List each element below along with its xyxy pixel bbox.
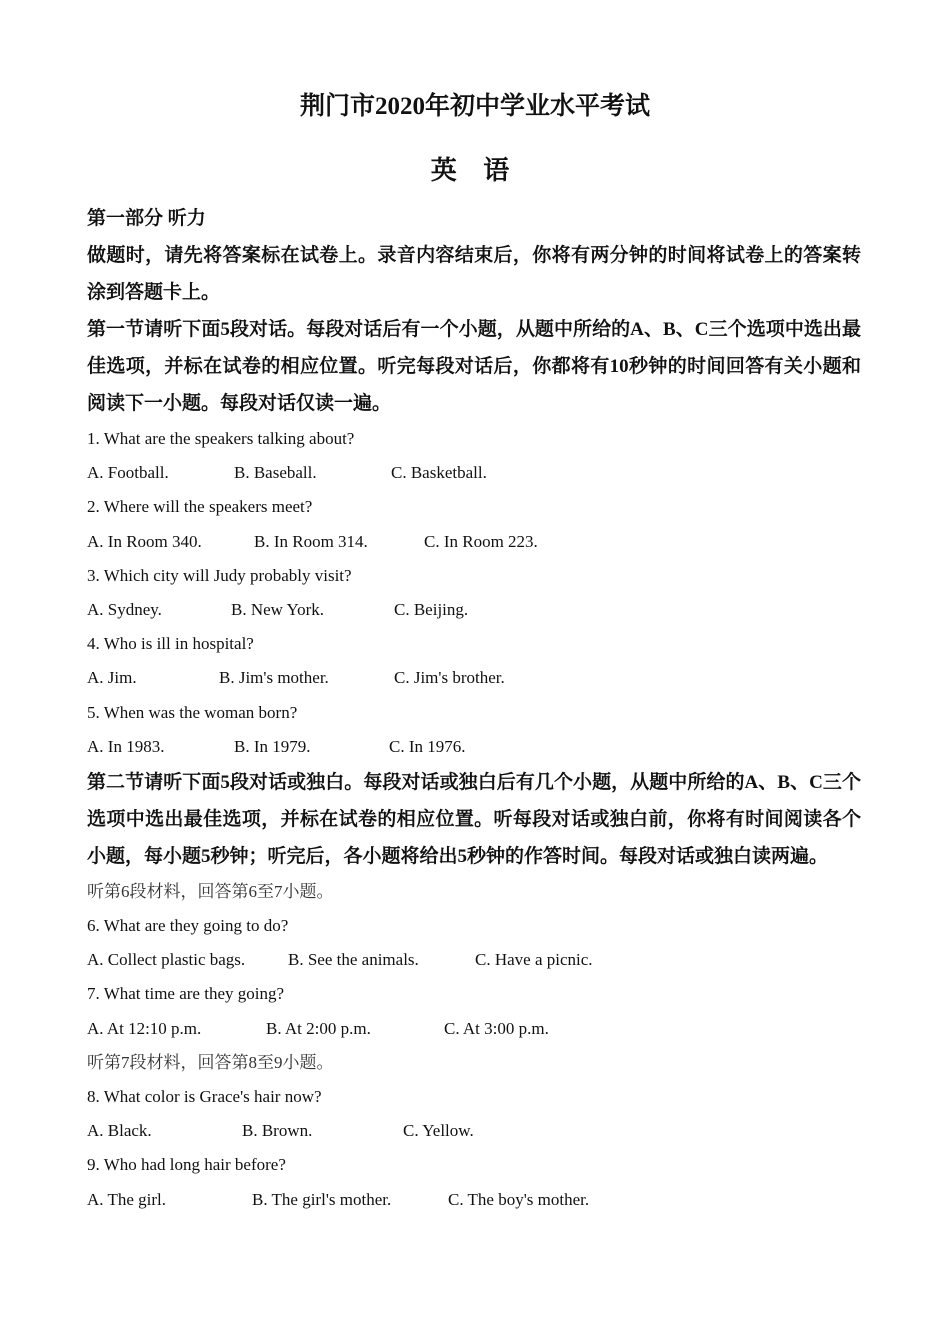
- option-a: A. Sydney.: [87, 599, 162, 619]
- option-a: A. In Room 340.: [87, 531, 202, 551]
- option-b: B. New York.: [231, 599, 325, 619]
- option-b: B. At 2:00 p.m.: [266, 1018, 371, 1038]
- option-a: A. Collect plastic bags.: [87, 950, 246, 970]
- question: 1. What are the speakers talking about?: [87, 429, 355, 448]
- option-b: B. In 1979.: [234, 736, 311, 756]
- section2-instructions: 第二节请听下面5段对话或独白。每段对话或独白后有几个小题，从题中所给的A、B、C三个选项中选出最佳选项，并标在试卷的相应位置。听每段对话或独白前，你将有时间阅读各个小题，每小题5秒钟；听完后，各小题将给出5秒钟的作答时间。每段对话或独白读两遍。: [87, 771, 861, 867]
- option-b: B. The girl's mother.: [252, 1189, 392, 1209]
- options: [87, 1183, 861, 1217]
- subject-title: 英 语: [430, 156, 520, 185]
- exam-content: [87, 201, 861, 1217]
- option-c: C. Basketball.: [391, 463, 487, 483]
- question: 3. Which city will Judy probably visit?: [87, 565, 352, 585]
- option-c: C. Beijing.: [394, 599, 469, 619]
- part-heading: 第一部分 听力: [87, 208, 206, 229]
- question: 8. What color is Grace's hair now?: [87, 1087, 322, 1107]
- question: 2. Where will the speakers meet?: [87, 497, 313, 517]
- options: [87, 730, 861, 764]
- option-b: B. Brown.: [242, 1121, 313, 1141]
- exam-title: 荆门市2020年初中学业水平考试: [299, 93, 650, 120]
- material-note: 听第7段材料，回答第8至9小题。: [87, 1052, 334, 1072]
- question: 5. When was the woman born?: [87, 702, 298, 722]
- option-a: A. Black.: [87, 1121, 152, 1141]
- section1-instructions: 第一节请听下面5段对话。每段对话后有一个小题，从题中所给的A、B、C三个选项中选出最佳选项，并标在试卷的相应位置。听完每段对话后，你都将有10秒钟的时间回答有关小题和阅读下一小题。每段对话仅读一遍。: [87, 319, 861, 414]
- option-a: A. The girl.: [87, 1189, 167, 1209]
- question: 4. Who is ill in hospital?: [87, 634, 254, 654]
- options: [87, 593, 861, 627]
- question: 7. What time are they going?: [87, 984, 285, 1004]
- option-c: C. At 3:00 p.m.: [444, 1018, 549, 1038]
- option-b: B. In Room 314.: [254, 531, 368, 551]
- options: [87, 456, 861, 490]
- options: [87, 1114, 861, 1148]
- question: 6. What are they going to do?: [87, 916, 289, 936]
- option-a: A. Jim.: [87, 668, 137, 688]
- options: [87, 525, 861, 559]
- material-note: 听第6段材料，回答第6至7小题。: [87, 881, 334, 901]
- question: 9. Who had long hair before?: [87, 1155, 286, 1175]
- option-a: A. At 12:10 p.m.: [87, 1018, 202, 1038]
- option-a: A. In 1983.: [87, 736, 165, 756]
- option-c: C. In Room 223.: [424, 531, 538, 551]
- option-c: C. The boy's mother.: [448, 1189, 590, 1209]
- option-c: C. In 1976.: [389, 736, 466, 756]
- option-b: B. See the animals.: [288, 950, 419, 970]
- options: [87, 943, 861, 977]
- option-a: A. Football.: [87, 463, 169, 483]
- option-c: C. Have a picnic.: [475, 950, 593, 970]
- options: [87, 1012, 861, 1046]
- option-b: B. Baseball.: [234, 463, 317, 483]
- option-b: B. Jim's mother.: [219, 668, 329, 688]
- instructions: 做题时，请先将答案标在试卷上。录音内容结束后，你将有两分钟的时间将试卷上的答案转涂到答题卡上。: [87, 245, 861, 303]
- option-c: C. Yellow.: [403, 1121, 474, 1141]
- options: [87, 661, 861, 695]
- option-c: C. Jim's brother.: [394, 668, 505, 688]
